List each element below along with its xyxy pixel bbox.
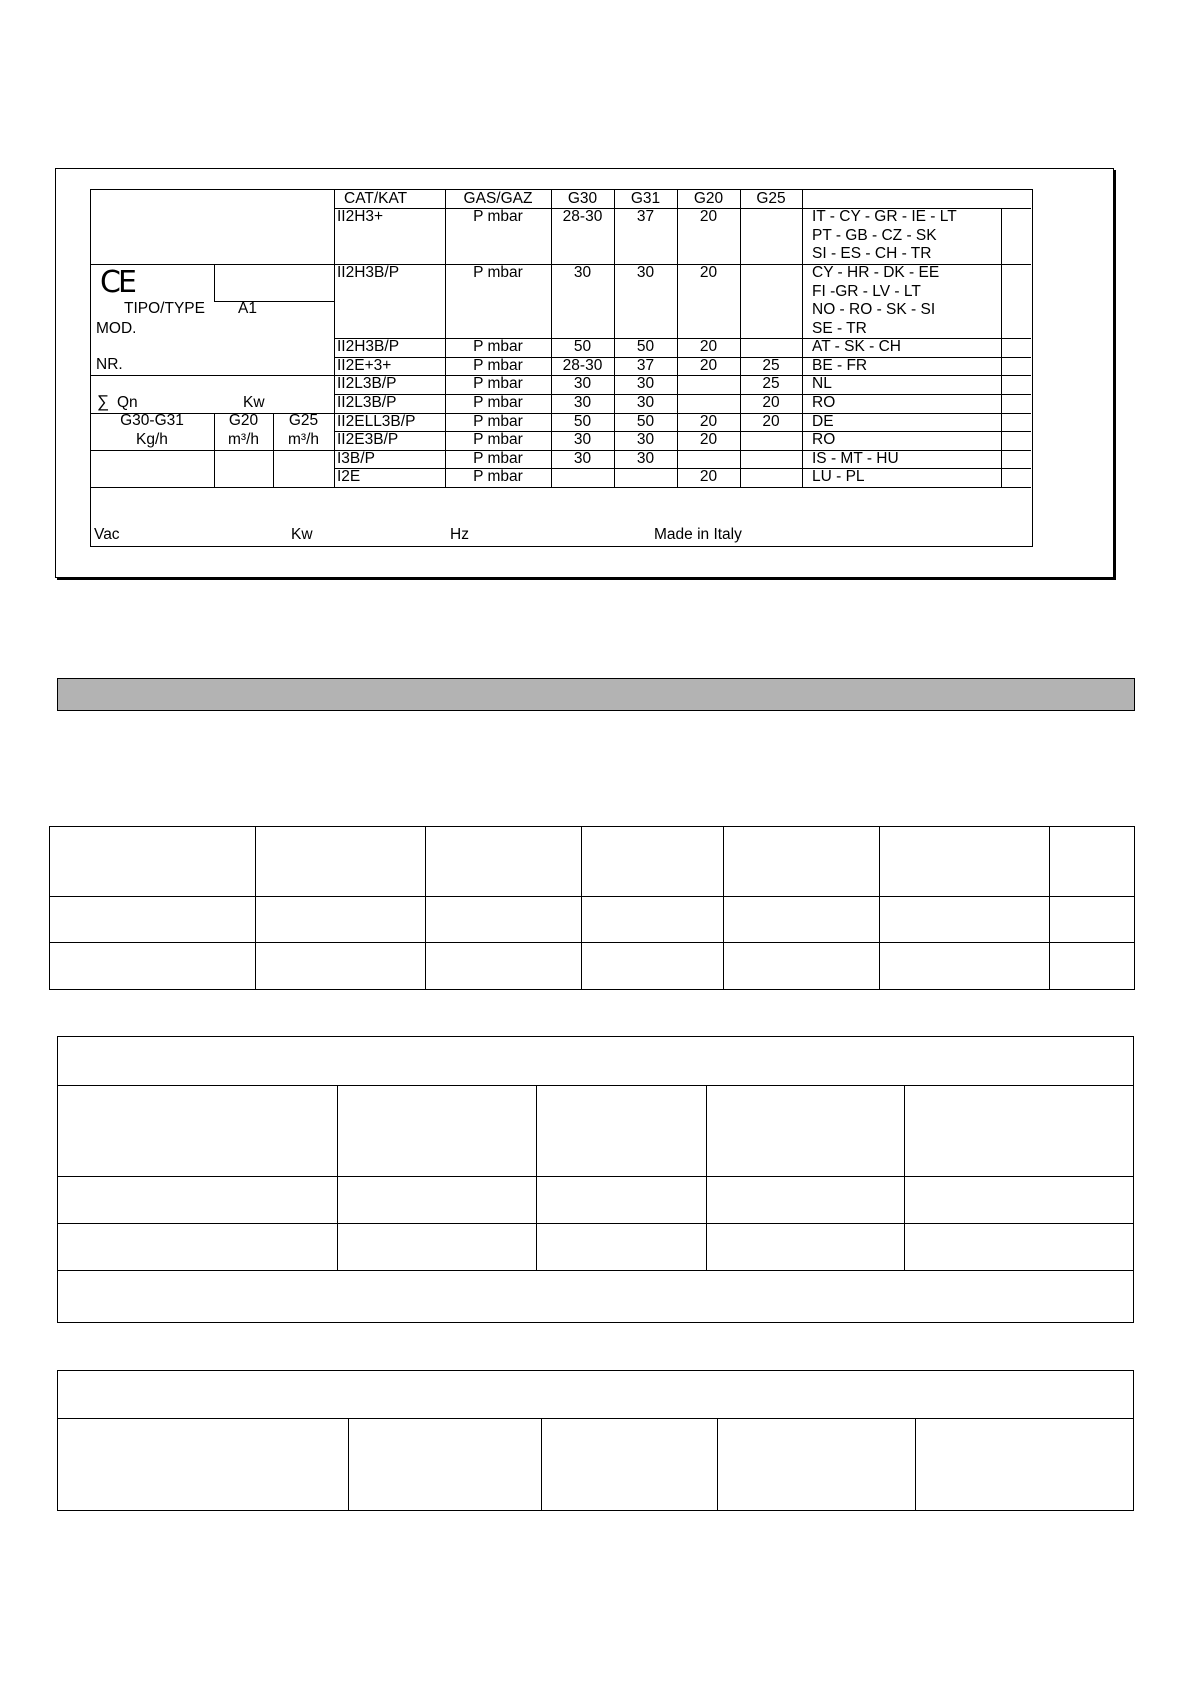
section-bar	[57, 678, 1135, 711]
row-gas: P mbar	[473, 357, 523, 374]
row-g30: 50	[573, 338, 592, 355]
plate-footer-divider	[90, 487, 1031, 488]
row-g30: 30	[573, 394, 592, 411]
row-g25: 20	[762, 413, 780, 430]
table-2-row-divider	[57, 1270, 1134, 1271]
plate-col-divider	[740, 264, 741, 338]
row-gas: P mbar	[473, 394, 523, 411]
row-gas: P mbar	[473, 264, 523, 281]
table-1-col-divider	[255, 826, 256, 990]
row-countries: CY - HR - DK - EE	[812, 264, 940, 281]
m3h-g25-label: m³/h	[288, 431, 319, 448]
m3h-g20-label: m³/h	[228, 431, 259, 448]
plate-left-divider	[90, 375, 334, 376]
row-g20: 20	[699, 264, 718, 281]
row-g31: 30	[636, 450, 655, 467]
kgh-label: Kg/h	[136, 431, 168, 448]
table-3-col-divider	[541, 1418, 542, 1511]
qn-label: Qn	[117, 394, 138, 411]
header-gas: GAS/GAZ	[463, 190, 533, 207]
plate-row-divider	[334, 394, 1031, 395]
empty-table-3	[57, 1370, 1134, 1511]
row-category: II2L3B/P	[337, 394, 397, 411]
row-category: II2H3B/P	[337, 264, 400, 281]
row-countries: SE - TR	[812, 319, 867, 337]
plate-row-divider	[334, 375, 1031, 376]
footer-made-in: Made in Italy	[654, 526, 742, 543]
header-g20: G20	[693, 190, 724, 207]
plate-left-divider	[214, 301, 334, 302]
table-1-row-divider	[49, 896, 1135, 897]
plate-col-divider	[802, 189, 803, 487]
row-category: II2H3B/P	[337, 338, 400, 355]
g25-label: G25	[288, 412, 319, 429]
row-countries: IT - CY - GR - IE - LT	[812, 208, 957, 225]
row-gas: P mbar	[473, 431, 523, 448]
table-1-col-divider	[723, 826, 724, 990]
row-countries: LU - PL	[812, 468, 865, 485]
table-2-row-divider	[57, 1223, 1134, 1224]
row-countries: RO	[812, 431, 836, 448]
header-g30: G30	[567, 190, 598, 207]
table-3-col-divider	[717, 1418, 718, 1511]
row-category: II2L3B/P	[337, 375, 397, 392]
row-countries: AT - SK - CH	[812, 338, 901, 355]
table-1-col-divider	[581, 826, 582, 990]
table-1-col-divider	[425, 826, 426, 990]
kw-label: Kw	[243, 394, 265, 411]
table-3-col-divider	[348, 1418, 349, 1511]
tipo-value: A1	[238, 300, 257, 317]
row-g31: 30	[636, 264, 655, 281]
row-g30: 30	[573, 264, 592, 281]
row-gas: P mbar	[473, 413, 523, 430]
row-countries: NO - RO - SK - SI	[812, 301, 936, 318]
footer-vac: Vac	[94, 526, 120, 543]
plate-left-col-divider	[214, 264, 215, 301]
header-g31: G31	[630, 190, 661, 207]
row-g31: 37	[636, 357, 655, 374]
row-category: II2ELL3B/P	[337, 413, 416, 430]
row-gas: P mbar	[473, 375, 523, 392]
row-g20: 20	[699, 357, 718, 374]
row-countries: IS - MT - HU	[812, 450, 899, 467]
table-2-col-divider	[337, 1085, 338, 1270]
row-g30: 30	[573, 375, 592, 392]
row-category: II2H3+	[337, 208, 384, 225]
row-g20: 20	[699, 208, 718, 225]
plate-left-divider	[90, 450, 334, 451]
table-2-col-divider	[904, 1085, 905, 1270]
row-category: II2E+3+	[337, 357, 392, 374]
plate-col-divider	[334, 189, 335, 487]
row-countries: BE - FR	[812, 357, 868, 374]
nr-label: NR.	[96, 356, 123, 373]
row-g30: 50	[573, 413, 592, 430]
table-1-row-divider	[49, 942, 1135, 943]
table-1-col-divider	[879, 826, 880, 990]
tipo-label: TIPO/TYPE	[124, 300, 205, 317]
row-g25: 20	[762, 394, 780, 411]
table-2-col-divider	[536, 1085, 537, 1270]
row-g31: 37	[636, 208, 655, 225]
table-2-row-divider	[57, 1176, 1134, 1177]
row-gas: P mbar	[473, 450, 523, 467]
row-gas: P mbar	[473, 338, 523, 355]
header-cat: CAT/KAT	[344, 190, 408, 207]
table-1-col-divider	[1049, 826, 1050, 990]
row-g31: 50	[636, 338, 655, 355]
footer-hz: Hz	[450, 526, 469, 543]
row-g31: 30	[636, 375, 655, 392]
mod-label: MOD.	[96, 320, 137, 337]
header-g25: G25	[756, 190, 786, 207]
row-g20: 20	[699, 338, 718, 355]
row-g31: 50	[636, 413, 655, 430]
row-gas: P mbar	[473, 208, 523, 225]
row-countries: SI - ES - CH - TR	[812, 245, 932, 262]
row-g30: 28-30	[562, 357, 603, 374]
row-category: I3B/P	[337, 450, 375, 467]
table-2-col-divider	[706, 1085, 707, 1270]
row-g30: 30	[573, 431, 592, 448]
row-g30: 28-30	[562, 208, 603, 225]
plate-col-divider	[1001, 208, 1002, 487]
row-gas: P mbar	[473, 468, 523, 485]
g30-g31-label: G30-G31	[120, 412, 184, 429]
row-g25: 25	[762, 375, 780, 392]
row-g31: 30	[636, 394, 655, 411]
plate-row-divider	[334, 450, 1031, 451]
row-g25: 25	[762, 357, 780, 374]
row-countries: FI -GR - LV - LT	[812, 282, 921, 300]
table-2-row-divider	[57, 1085, 1134, 1086]
row-g20: 20	[699, 468, 718, 485]
table-3-row-divider	[57, 1418, 1134, 1419]
sigma-icon: ∑	[97, 392, 110, 411]
footer-kw: Kw	[291, 526, 313, 543]
row-category: I2E	[337, 468, 361, 485]
row-countries: RO	[812, 394, 836, 411]
row-countries: NL	[812, 375, 832, 392]
row-countries: DE	[812, 413, 834, 430]
row-g30: 30	[573, 450, 592, 467]
row-g20: 20	[699, 431, 718, 448]
table-3-col-divider	[915, 1418, 916, 1511]
empty-table-2	[57, 1036, 1134, 1323]
row-category: II2E3B/P	[337, 431, 399, 448]
row-g31: 30	[636, 431, 655, 448]
g20-label: G20	[228, 412, 259, 429]
row-g20: 20	[699, 413, 718, 430]
empty-table-1	[49, 826, 1135, 990]
row-countries: PT - GB - CZ - SK	[812, 226, 937, 244]
ce-mark-icon: CE	[100, 265, 134, 300]
